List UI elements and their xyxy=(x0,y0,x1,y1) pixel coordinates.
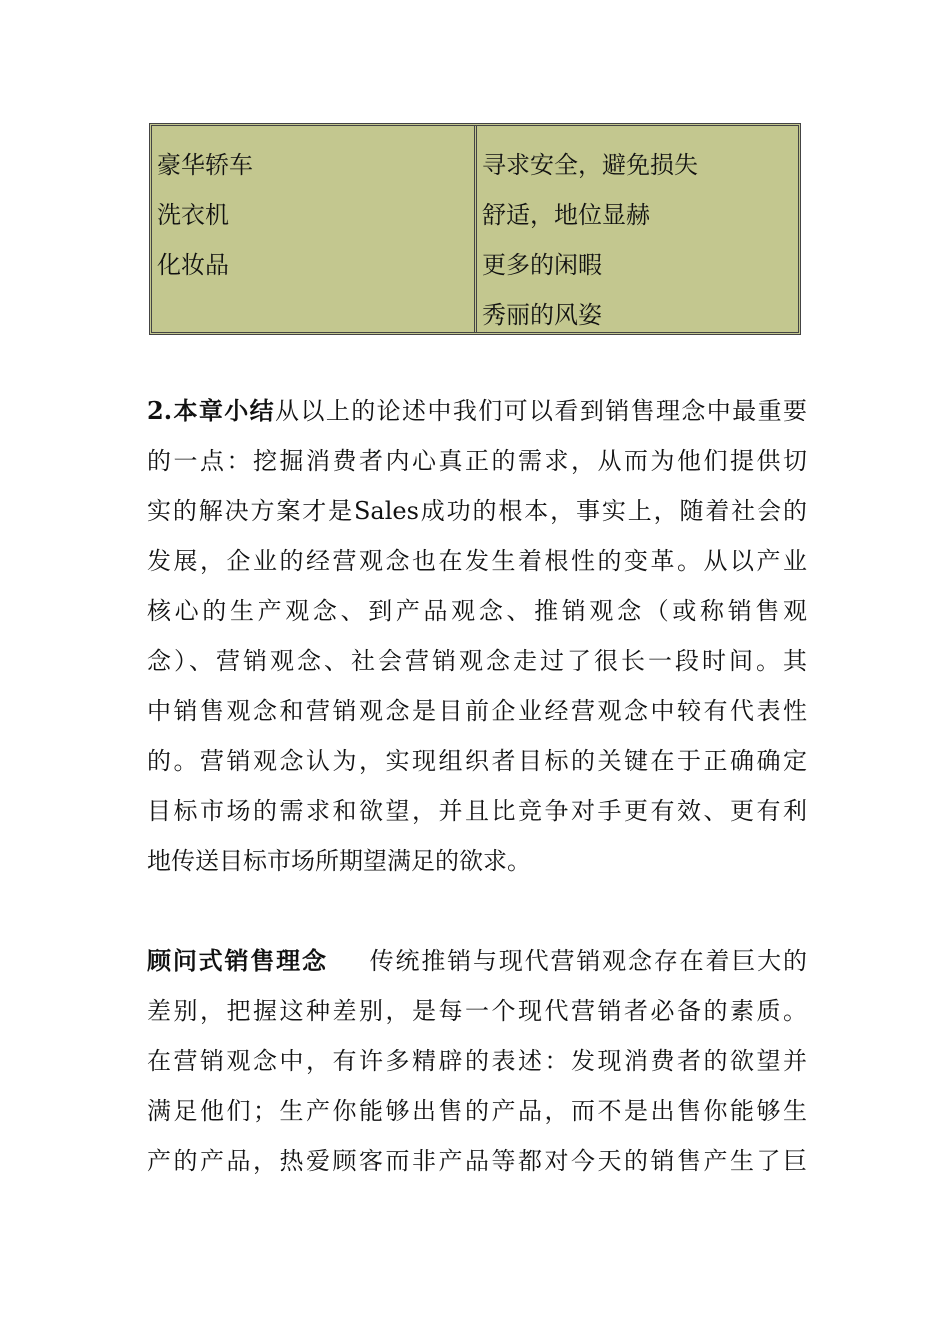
paragraph-line: 的一点：挖掘消费者内心真正的需求，从而为他们提供切 xyxy=(147,447,807,475)
paragraph-line: 发展，企业的经营观念也在发生着根性的变革。从以产业 xyxy=(147,547,807,575)
paragraph-line: 目标市场的需求和欲望，并且比竞争对手更有效、更有利 xyxy=(147,797,807,825)
table-cell: 更多的闲暇 xyxy=(482,251,602,279)
table-cell: 寻求安全，避免损失 xyxy=(482,151,698,179)
table-cell: 秀丽的风姿 xyxy=(482,301,602,329)
paragraph-line: 在营销观念中，有许多精辟的表述：发现消费者的欲望并 xyxy=(147,1047,807,1075)
table-cell: 豪华轿车 xyxy=(157,151,253,179)
paragraph-line: 差别，把握这种差别，是每一个现代营销者必备的素质。 xyxy=(147,997,807,1025)
paragraph-line: 满足他们；生产你能够出售的产品，而不是出售你能够生 xyxy=(147,1097,807,1125)
table-left-column xyxy=(152,126,477,332)
paragraph-line: 产的产品，热爱顾客而非产品等都对今天的销售产生了巨 xyxy=(147,1147,807,1175)
table-cell: 舒适，地位显赫 xyxy=(482,201,650,229)
needs-table xyxy=(149,123,801,335)
paragraph-line: 核心的生产观念、到产品观念、推销观念（或称销售观 xyxy=(147,597,807,625)
summary-heading: 2.本章小结 xyxy=(147,396,276,425)
table-cell: 洗衣机 xyxy=(157,201,229,229)
paragraph-line xyxy=(147,936,807,986)
paragraph-line: 的。营销观念认为，实现组织者目标的关键在于正确确定 xyxy=(147,747,807,775)
consultative-paragraph xyxy=(147,936,807,1186)
paragraph-line xyxy=(147,386,807,436)
paragraph-line: 中销售观念和营销观念是目前企业经营观念中较有代表性 xyxy=(147,697,807,725)
table-cell: 化妆品 xyxy=(157,251,229,279)
consultative-heading: 顾问式销售理念 xyxy=(147,946,328,975)
line-text: 从以上的论述中我们可以看到销售理念中最重要 xyxy=(275,397,807,425)
line-text: 传统推销与现代营销观念存在着巨大的 xyxy=(367,947,808,975)
paragraph-line: 地传送目标市场所期望满足的欲求。 xyxy=(147,847,531,875)
table-right-column xyxy=(477,126,798,332)
paragraph-line: 念）、营销观念、社会营销观念走过了很长一段时间。其 xyxy=(147,647,807,675)
paragraph-line: 实的解决方案才是Sales成功的根本，事实上，随着社会的 xyxy=(147,497,807,525)
summary-paragraph xyxy=(147,386,807,886)
